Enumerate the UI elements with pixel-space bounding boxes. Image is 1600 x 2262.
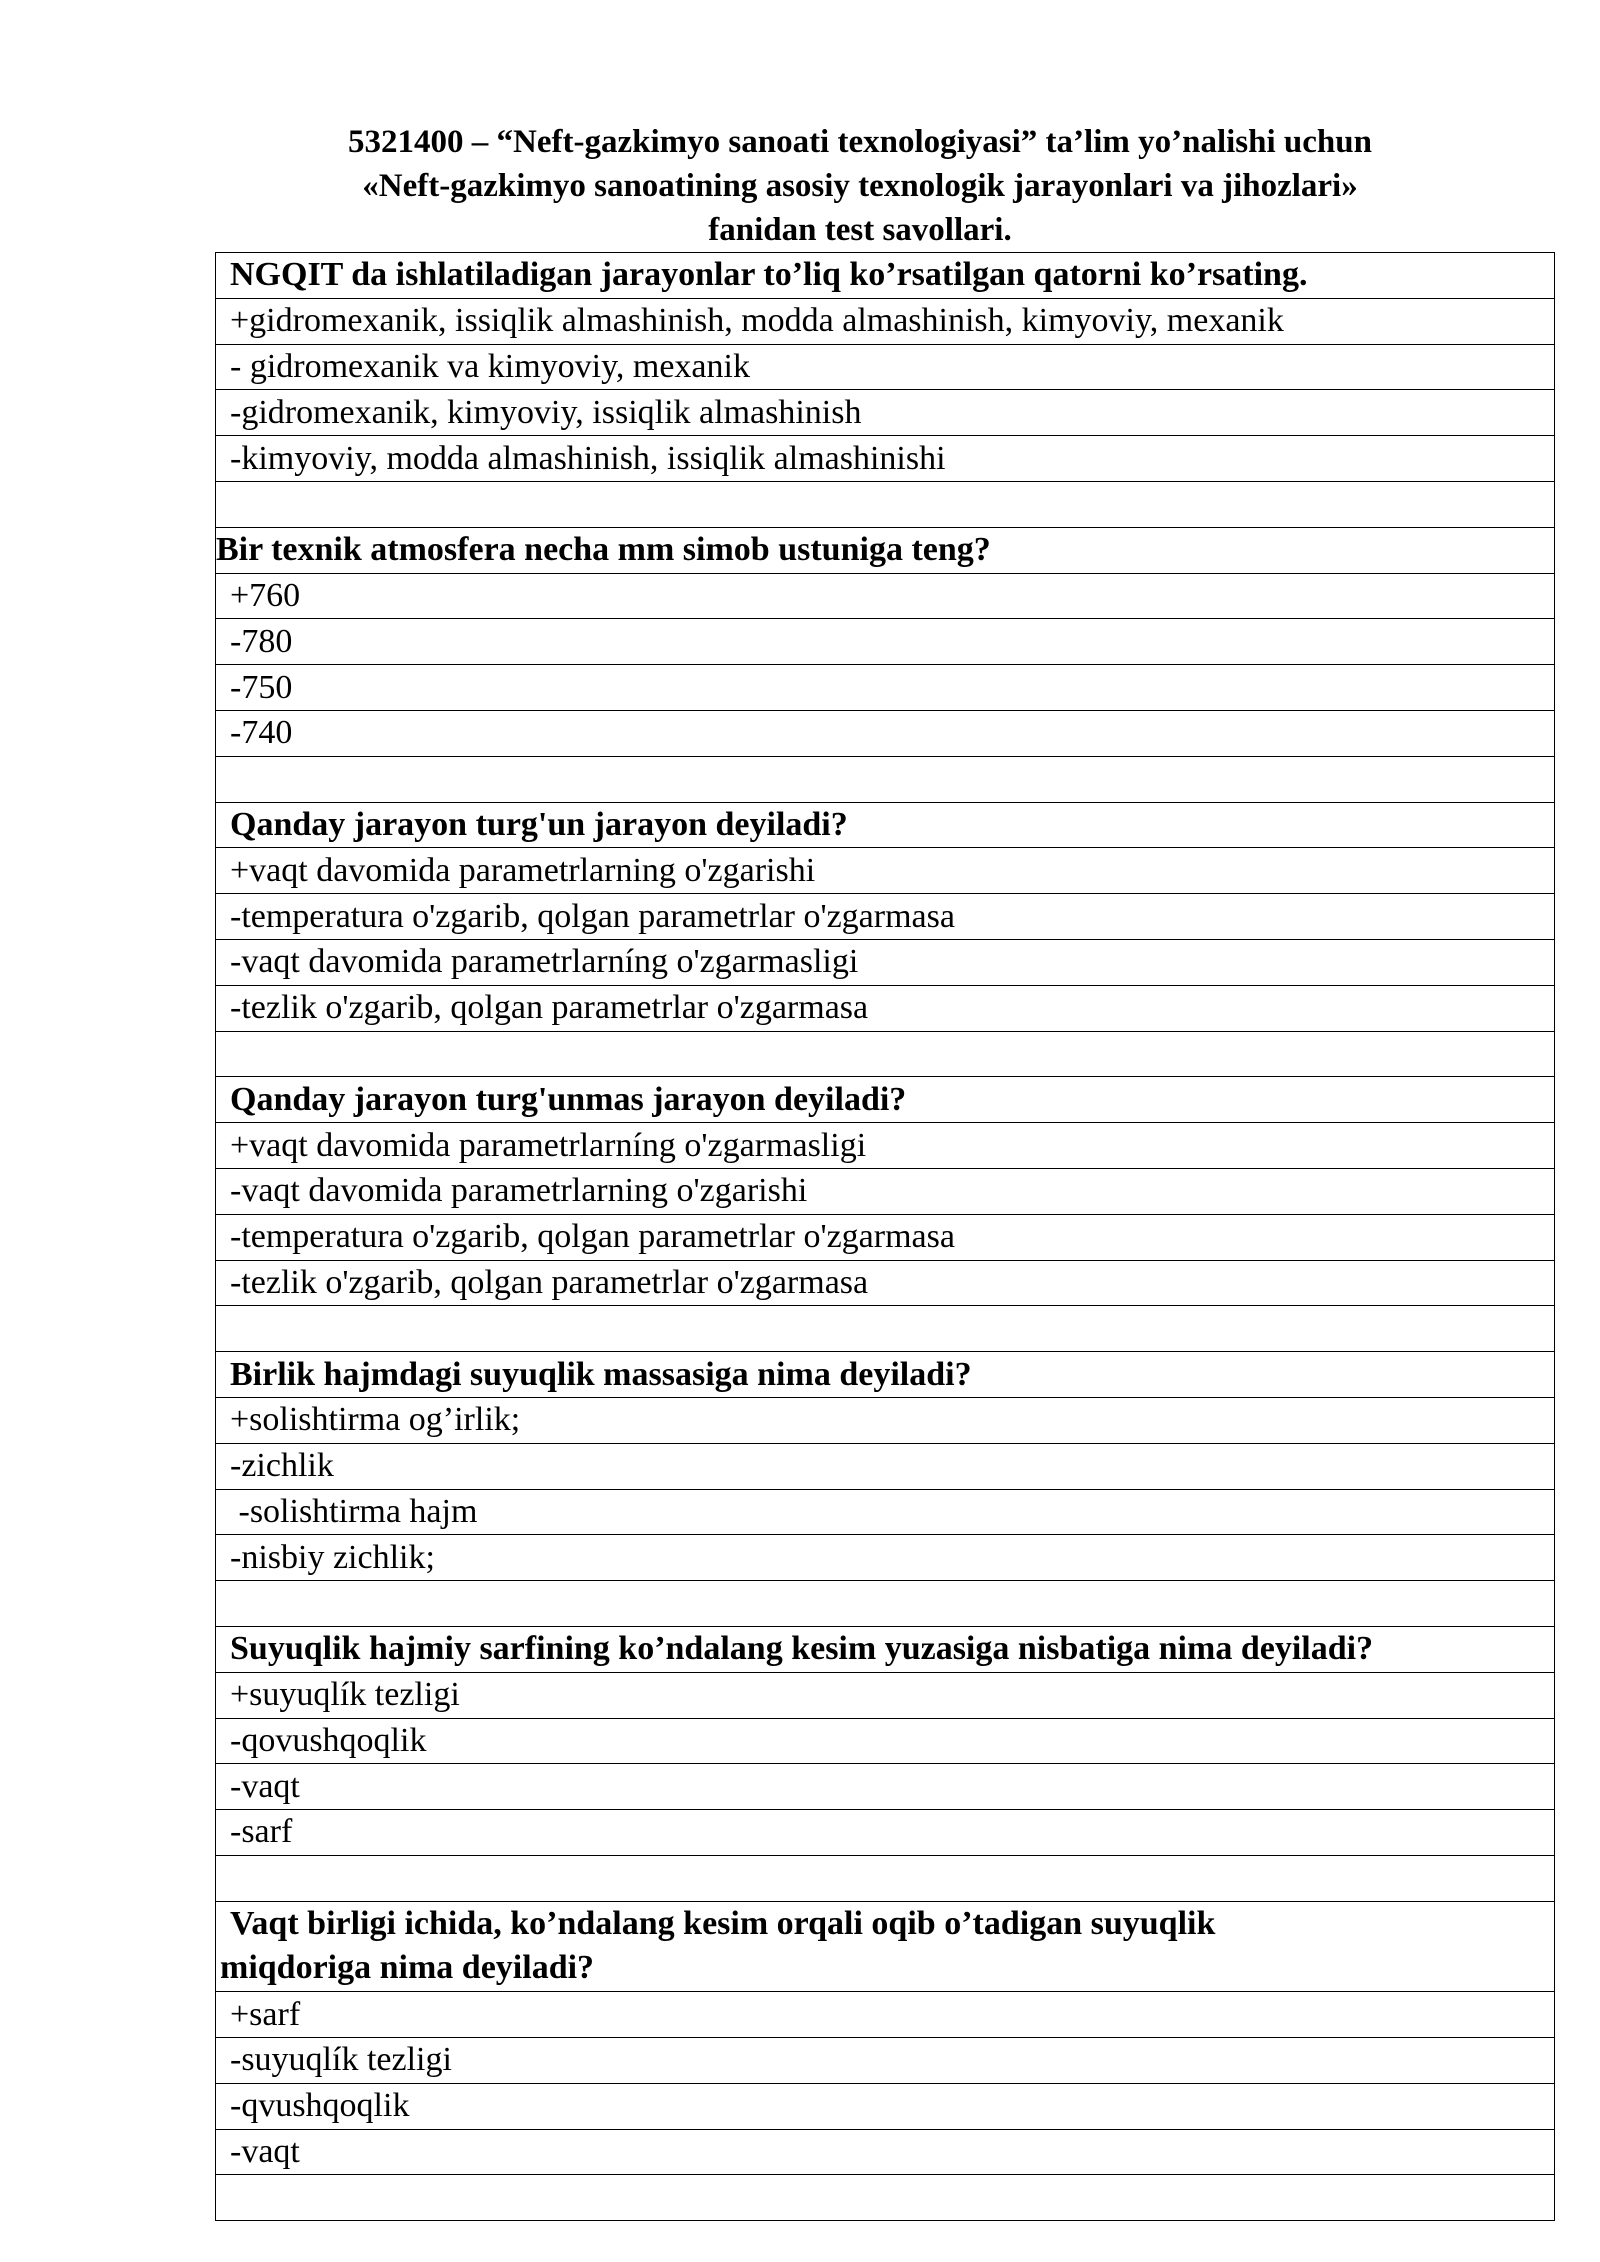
question-row <box>216 1077 1555 1123</box>
spacer-row <box>216 2175 1555 2221</box>
option-row <box>216 1397 1555 1443</box>
option-row <box>216 1443 1555 1489</box>
spacer-row <box>216 756 1555 802</box>
option-text: -tezlik o'zgarib, qolgan parametrlar o'zgarmasa <box>216 1260 1555 1306</box>
option-row <box>216 985 1555 1031</box>
option-text: +760 <box>216 573 1555 619</box>
option-row <box>216 344 1555 390</box>
question-text: NGQIT da ishlatiladigan jarayonlar to’liq ko’rsatilgan qatorni ko’rsating. <box>216 253 1555 299</box>
option-row <box>216 1214 1555 1260</box>
question-line-1: Vaqt birligi ichida, ko’ndalang kesim orqali oqib o’tadigan suyuqlik <box>230 1905 1216 1943</box>
option-text: -740 <box>216 710 1555 756</box>
question-row <box>216 802 1555 848</box>
question-text: Qanday jarayon turg'un jarayon deyiladi? <box>216 802 1555 848</box>
option-row <box>216 1764 1555 1810</box>
option-row <box>216 939 1555 985</box>
option-text: +sarf <box>216 1992 1555 2038</box>
option-text: -gidromexanik, kimyoviy, issiqlik almashinish <box>216 390 1555 436</box>
option-text: -sarf <box>216 1810 1555 1856</box>
option-row <box>216 2038 1555 2084</box>
option-text: -zichlik <box>216 1443 1555 1489</box>
option-text: +suyuqlík tezligi <box>216 1672 1555 1718</box>
option-text: - gidromexanik va kimyoviy, mexanik <box>216 344 1555 390</box>
option-text: -vaqt <box>216 1764 1555 1810</box>
option-row <box>216 573 1555 619</box>
option-text: -temperatura o'zgarib, qolgan parametrlar o'zgarmasa <box>216 894 1555 940</box>
option-text: -tezlik o'zgarib, qolgan parametrlar o'zgarmasa <box>216 985 1555 1031</box>
spacer-row <box>216 481 1555 527</box>
empty-cell <box>216 756 1555 802</box>
option-text: -780 <box>216 619 1555 665</box>
question-row <box>216 1626 1555 1672</box>
option-row <box>216 1535 1555 1581</box>
question-row <box>216 1901 1555 1992</box>
title-line-2: «Neft-gazkimyo sanoatining asosiy texnologik jarayonlari va jihozlari» <box>362 168 1358 204</box>
question-text: Qanday jarayon turg'unmas jarayon deyiladi? <box>216 1077 1555 1123</box>
option-text: +gidromexanik, issiqlik almashinish, modda almashinish, kimyoviy, mexanik <box>216 298 1555 344</box>
question-text: Birlik hajmdagi suyuqlik massasiga nima deyiladi? <box>216 1352 1555 1398</box>
option-text: +solishtirma og’irlik; <box>216 1397 1555 1443</box>
option-text: -nisbiy zichlik; <box>216 1535 1555 1581</box>
empty-cell <box>216 481 1555 527</box>
option-text: -suyuqlík tezligi <box>216 2038 1555 2084</box>
option-text: -temperatura o'zgarib, qolgan parametrlar o'zgarmasa <box>216 1214 1555 1260</box>
question-row <box>216 1352 1555 1398</box>
question-text: Suyuqlik hajmiy sarfining ko’ndalang kesim yuzasiga nisbatiga nima deyiladi? <box>216 1626 1555 1672</box>
empty-cell <box>216 1031 1555 1077</box>
empty-cell <box>216 1855 1555 1901</box>
document-title <box>215 120 1505 252</box>
option-row <box>216 2129 1555 2175</box>
option-text: -750 <box>216 665 1555 711</box>
spacer-row <box>216 1031 1555 1077</box>
spacer-row <box>216 1581 1555 1627</box>
option-row <box>216 390 1555 436</box>
option-text: -qvushqoqlik <box>216 2083 1555 2129</box>
test-questions-table <box>215 252 1555 2221</box>
empty-cell <box>216 2175 1555 2221</box>
option-row <box>216 710 1555 756</box>
option-text: +vaqt davomida parametrlarníng o'zgarmasligi <box>216 1123 1555 1169</box>
option-row <box>216 1489 1555 1535</box>
option-row <box>216 1168 1555 1214</box>
option-text: +vaqt davomida parametrlarning o'zgarishi <box>216 848 1555 894</box>
spacer-row <box>216 1306 1555 1352</box>
option-text: -qovushqoqlik <box>216 1718 1555 1764</box>
question-text <box>216 1901 1555 1992</box>
option-row <box>216 436 1555 482</box>
question-row <box>216 253 1555 299</box>
option-row <box>216 894 1555 940</box>
question-line-2: miqdoriga nima deyiladi? <box>220 1949 595 1987</box>
option-row <box>216 619 1555 665</box>
option-text: -vaqt davomida parametrlarning o'zgarishi <box>216 1168 1555 1214</box>
title-line-3: fanidan test savollari. <box>708 212 1012 248</box>
spacer-row <box>216 1855 1555 1901</box>
option-row <box>216 1672 1555 1718</box>
empty-cell <box>216 1581 1555 1627</box>
option-text: -vaqt <box>216 2129 1555 2175</box>
option-row <box>216 1810 1555 1856</box>
option-row <box>216 1260 1555 1306</box>
option-row <box>216 1123 1555 1169</box>
option-text: -kimyoviy, modda almashinish, issiqlik almashinishi <box>216 436 1555 482</box>
title-line-1: 5321400 – “Neft-gazkimyo sanoati texnologiyasi” ta’lim yo’nalishi uchun <box>348 124 1372 160</box>
option-row <box>216 848 1555 894</box>
question-row <box>216 527 1555 573</box>
option-row <box>216 665 1555 711</box>
option-text: -vaqt davomida parametrlarníng o'zgarmasligi <box>216 939 1555 985</box>
empty-cell <box>216 1306 1555 1352</box>
question-text: Bir texnik atmosfera necha mm simob ustuniga teng? <box>216 527 1555 573</box>
option-text: -solishtirma hajm <box>216 1489 1555 1535</box>
option-row <box>216 1718 1555 1764</box>
option-row <box>216 298 1555 344</box>
option-row <box>216 1992 1555 2038</box>
option-row <box>216 2083 1555 2129</box>
